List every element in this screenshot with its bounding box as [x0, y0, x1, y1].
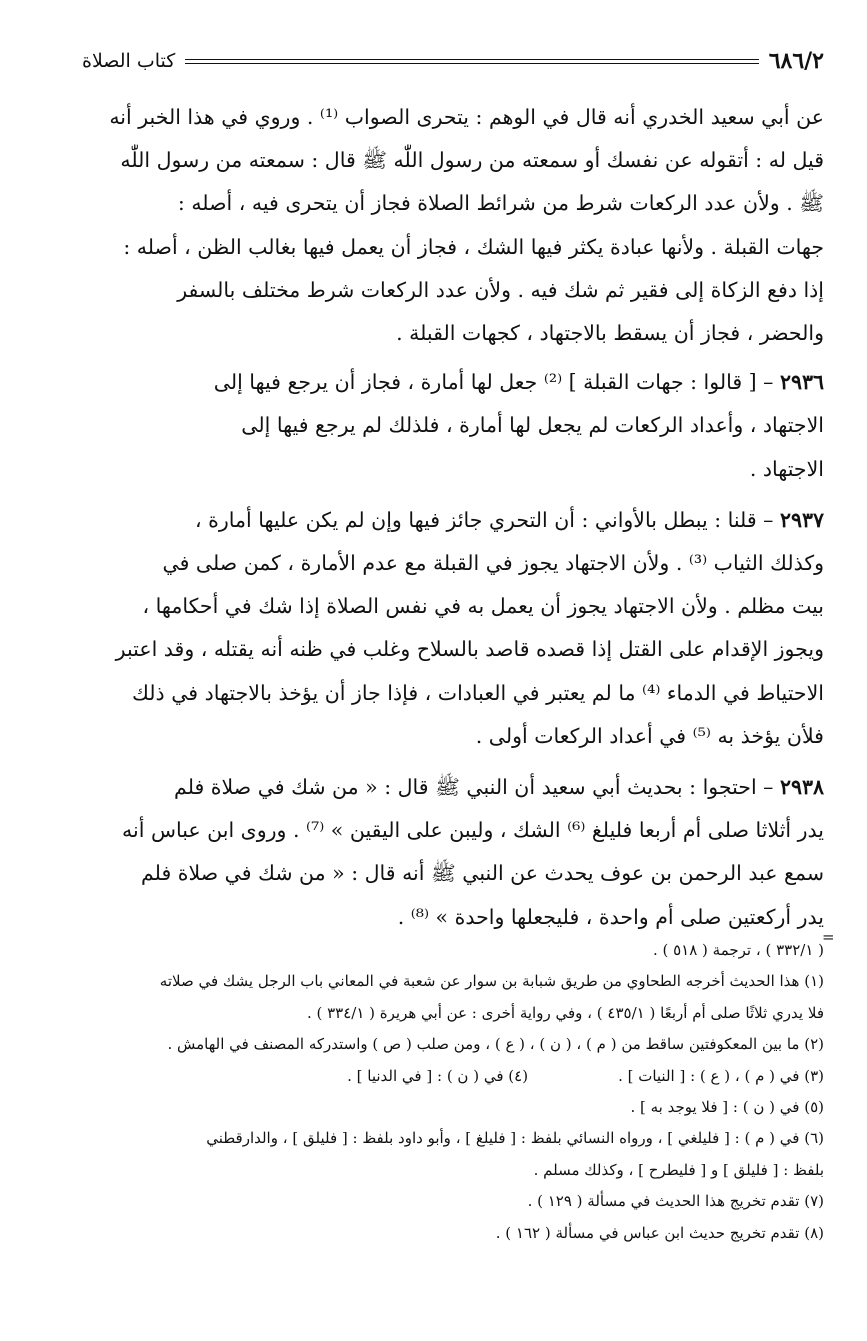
issue-number: ٢٩٣٧ [779, 507, 824, 532]
issue-number: ٢٩٣٦ [779, 370, 824, 395]
text-line: ٢٩٣٦ – [ قالوا : جهات القبلة ] ⁽²⁾ جعل لها أمارة ، فجاز أن يرجع فيها إلى [213, 370, 824, 395]
text-line: الاحتياط في الدماء ⁽⁴⁾ ما لم يعتبر في العبادات ، فإذا جاز أن يؤخذ بالاجتهاد في ذلك [132, 680, 824, 705]
text-line: ٢٩٣٨ – احتجوا : بحديث أبي سعيد أن النبي ﷺ قال : « من شك في صلاة فلم [174, 775, 824, 800]
text-line: ويجوز الإقدام على القتل إذا قصده قاصد بالسلاح وغلب في ظنه أنه يقتله ، وقد اعتبر [115, 637, 824, 662]
footnote-continuation: ( ٣٣٢/١ ) ، ترجمة ( ٥١٨ ) . [652, 941, 824, 959]
text-line: عن أبي سعيد الخدري أنه قال في الوهم : يتحرى الصواب ⁽¹⁾ . وروي في هذا الخبر أنه [109, 105, 824, 129]
footnote-row-3-4 [82, 1061, 824, 1092]
text-line: يدر أثلاثا صلى أم أربعا فليلغ ⁽⁶⁾ الشك ، وليبن على اليقين » ⁽⁷⁾ . وروى ابن عباس أنه [122, 818, 824, 843]
footnote-1-cont: فلا يدري ثلاثًا صلى أم أربعًا ( ٤٣٥/١ ) ، وفي رواية أخرى : عن أبي هريرة ( ٣٣٤/١ ) . [306, 1003, 824, 1022]
footnote-separator: = [822, 928, 835, 946]
text-line: الاجتهاد . [749, 456, 824, 481]
text-line: وكذلك الثياب ⁽³⁾ . ولأن الاجتهاد يجوز في القبلة مع عدم الأمارة ، كمن صلى في [162, 551, 824, 576]
footnote-4: (٤) في ( ن ) : [ في الدنيا ] . [347, 1066, 529, 1085]
text-line: ٢٩٣٧ – قلنا : يبطل بالأواني : أن التحري جائز فيها وإن لم يكن عليها أمارة ، [194, 507, 824, 532]
paragraph-2936 [82, 361, 824, 491]
issue-number: ٢٩٣٨ [779, 775, 824, 800]
header-rule [185, 59, 758, 64]
text-line: والحضر ، فجاز أن يسقط بالاجتهاد ، كجهات القبلة . [396, 321, 824, 346]
footnote-5: (٥) في ( ن ) : [ فلا يوجد به ] . [630, 1098, 824, 1117]
text-line: يدر أركعتين صلى أم واحدة ، فليجعلها واحدة » ⁽⁸⁾ . [397, 904, 824, 929]
text-line: سمع عبد الرحمن بن عوف يحدث عن النبي ﷺ أنه قال : « من شك في صلاة فلم [141, 861, 824, 886]
footnote-7: (٧) تقدم تخريج هذا الحديث في مسألة ( ١٢٩ ) . [527, 1192, 824, 1211]
footnote-1: (١) هذا الحديث أخرجه الطحاوي من طريق شبابة بن سوار عن شعبة في المعاني باب الرجل يشك في صلاته [159, 972, 824, 991]
footnote-6: (٦) في ( م ) : [ فليلغي ] ، ورواه النسائي بلفظ : [ فليلغ ] ، وأبو داود بلفظ : [ فليلق ] ، والدارقطني [206, 1129, 824, 1148]
paragraph-2938 [82, 766, 824, 939]
book-title: كتاب الصلاة [82, 50, 176, 72]
page-number: ٦٨٦/٢ [768, 48, 824, 74]
footnotes [82, 935, 824, 1249]
text-line: فلأن يؤخذ به ⁽⁵⁾ في أعداد الركعات أولى . [475, 723, 824, 748]
footnote-3: (٣) في ( م ) ، ( ع ) : [ النيات ] . [618, 1066, 824, 1085]
paragraph-intro [82, 96, 824, 355]
footnote-6-cont: بلفظ : [ فليلق ] و [ فليطرح ] ، وكذلك مسلم . [533, 1160, 824, 1179]
text-line: جهات القبلة . ولأنها عبادة يكثر فيها الشك ، فجاز أن يعمل فيها بغالب الظن ، أصله : [123, 234, 824, 259]
footnote-2: (٢) ما بين المعكوفتين ساقط من ( م ) ، ( ن ) ، ( ع ) ، ومن صلب ( ص ) واستدركه المصنف في الهامش . [167, 1035, 824, 1054]
text-line: إذا دفع الزكاة إلى فقير ثم شك فيه . ولأن عدد الركعات شرط مختلف بالسفر [177, 277, 824, 302]
running-header [82, 44, 824, 78]
text-line: قيل له : أتقوله عن نفسك أو سمعته من رسول اللّٰه ﷺ قال : سمعته من رسول اللّٰه [120, 148, 824, 173]
text-line: الاجتهاد ، وأعداد الركعات لم يجعل لها أمارة ، فلذلك لم يرجع فيها إلى [241, 413, 824, 438]
text-line: بيت مظلم . ولأن الاجتهاد يجوز أن يعمل به في نفس الصلاة إذا شك في أحكامها ، [142, 594, 824, 619]
paragraph-2937 [82, 499, 824, 758]
text-line: ﷺ . ولأن عدد الركعات شرط من شرائط الصلاة فجاز أن يتحرى فيه ، أصله : [177, 191, 824, 216]
main-text [82, 96, 824, 947]
footnote-8: (٨) تقدم تخريج حديث ابن عباس في مسألة ( ١٦٢ ) . [495, 1223, 824, 1242]
